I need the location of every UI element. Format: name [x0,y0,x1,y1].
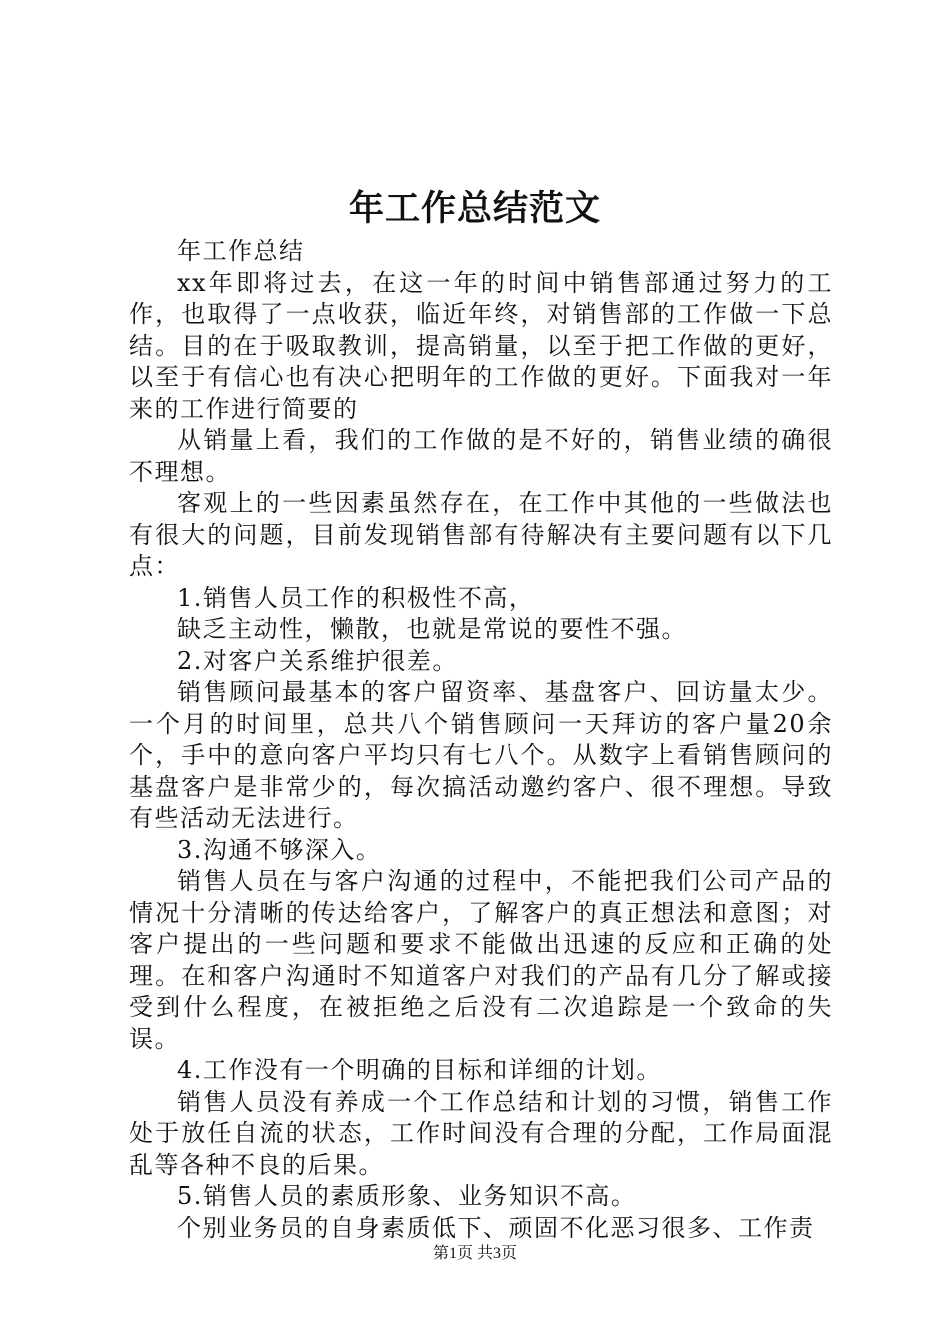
paragraph-point-2-detail: 销售顾问最基本的客户留资率、基盘客户、回访量太少。一个月的时间里，总共八个销售顾问一天拜访的客户量20余个，手中的意向客户平均只有七八个。从数字上看销售顾问的基盘客户是非常少的，每次搞活动邀约客户、很不理想。导致有些活动无法进行。 [129,678,833,832]
paragraph-point-5-detail: 个别业务员的自身素质低下、顽固不化恶习很多、工作责 [177,1213,815,1242]
paragraph-point-1: 1.销售人员工作的积极性不高， [177,583,535,612]
paragraph-point-4: 4.工作没有一个明确的目标和详细的计划。 [177,1056,662,1084]
paragraph-heading: 年工作总结 [177,237,305,265]
paragraph-point-5: 5.销售人员的素质形象、业务知识不高。 [177,1182,637,1210]
paragraph-point-2: 2.对客户关系维护很差。 [177,646,458,675]
paragraph-sales-volume: 从销量上看，我们的工作做的是不好的，销售业绩的确很不理想。 [129,426,833,486]
document-title: 年工作总结范文 [348,188,601,229]
paragraph-point-3-detail: 销售人员在与客户沟通的过程中，不能把我们公司产品的情况十分清晰的传达给客户，了解客户的真正想法和意图；对客户提出的一些问题和要求不能做出迅速的反应和正确的处理。在和客户沟通时不知道客户对我们的产品有几分了解或接受到什么程度，在被拒绝之后没有二次追踪是一个致命的失误。 [129,867,833,1053]
paragraph-point-3: 3.沟通不够深入。 [177,835,382,864]
paragraph-point-1-detail: 缺乏主动性，懒散，也就是常说的要性不强。 [177,615,687,643]
page-footer: 第1页 共3页 [432,1245,517,1262]
paragraph-problems-intro: 客观上的一些因素虽然存在，在工作中其他的一些做法也有很大的问题，目前发现销售部有待解决有主要问题有以下几点： [129,489,833,580]
paragraph-point-4-detail: 销售人员没有养成一个工作总结和计划的习惯，销售工作处于放任自流的状态，工作时间没有合理的分配，工作局面混乱等各种不良的后果。 [129,1087,833,1179]
document-body [129,236,833,1244]
paragraph-intro: xx年即将过去，在这一年的时间中销售部通过努力的工作，也取得了一点收获，临近年终，对销售部的工作做一下总结。目的在于吸取教训，提高销量，以至于把工作做的更好，以至于有信心也有决心把明年的工作做的更好。下面我对一年来的工作进行简要的 [129,268,833,423]
